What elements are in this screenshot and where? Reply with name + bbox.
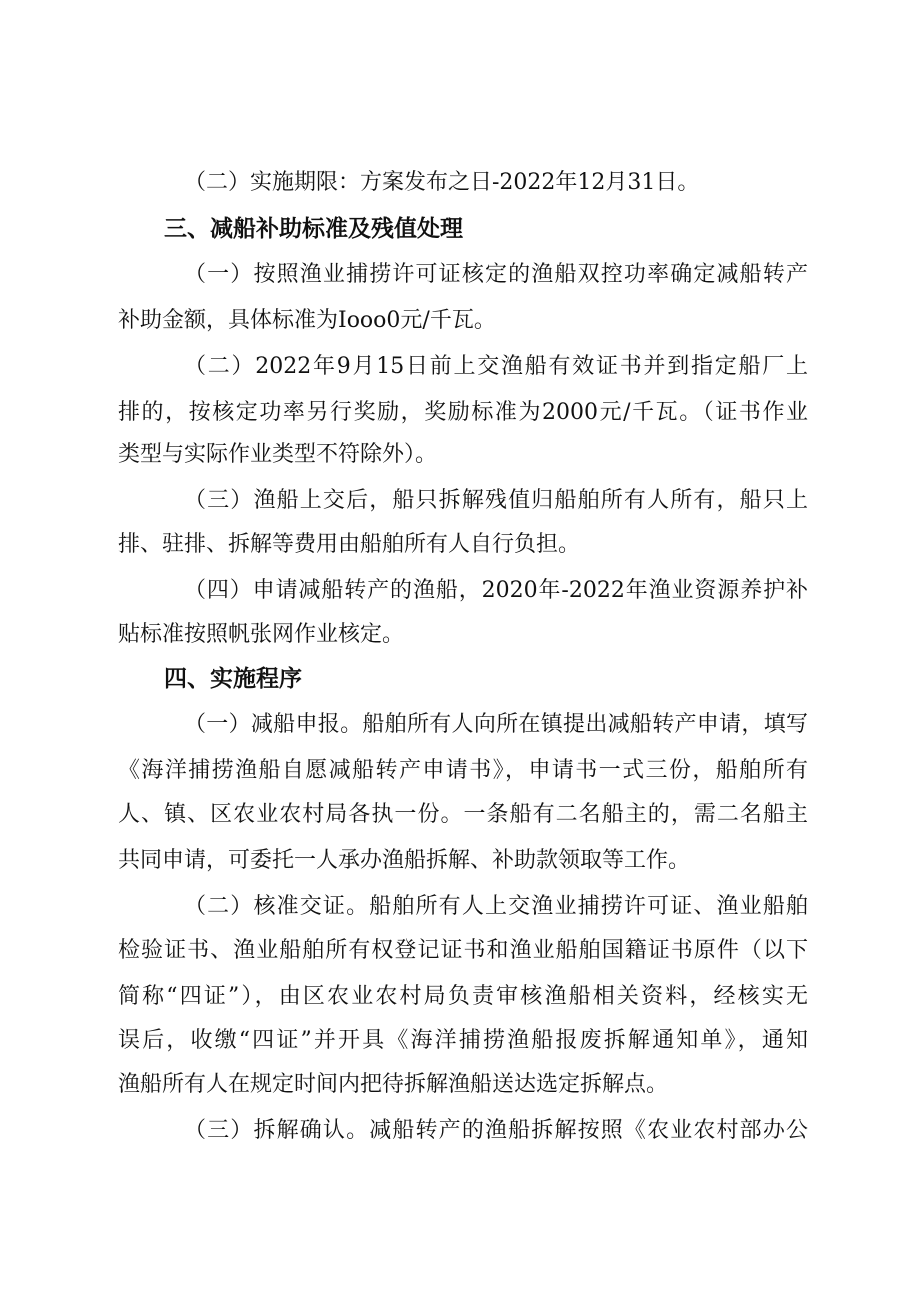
paragraph-line: （二）2022年9月15日前上交渔船有效证书并到指定船厂上 (184, 354, 808, 379)
section-heading-subsidy-standards: 三、减船补助标准及残值处理 (164, 216, 463, 242)
paragraph-line: （三）拆解确认。减船转产的渔船拆解按照《农业农村部办公 (184, 1118, 808, 1143)
paragraph-line: 误后，收缴“四证”并开具《海洋捕捞渔船报废拆解通知单》，通知 (118, 1028, 808, 1053)
paragraph-line: 类型与实际作业类型不符除外）。 (118, 442, 438, 467)
paragraph-line: 补助金额，具体标准为Iooo0元/千瓦。 (118, 308, 496, 333)
paragraph-line: 《海洋捕捞渔船自愿减船转产申请书》，申请书一式三份，船舶所有 (118, 758, 808, 783)
implementation-period-line: （二）实施期限：方案发布之日-2022年12月31日。 (184, 170, 700, 195)
paragraph-line: （三）渔船上交后，船只拆解残值归船舶所有人所有，船只上 (184, 488, 808, 513)
paragraph-line: 简称“四证”），由区农业农村局负责审核渔船相关资料，经核实无 (118, 984, 808, 1009)
section-heading-implementation-procedure: 四、实施程序 (164, 666, 302, 692)
paragraph-line: 人、镇、区农业农村局各执一份。一条船有二名船主的，需二名船主 (118, 802, 808, 827)
paragraph-line: 共同申请，可委托一人承办渔船拆解、补助款领取等工作。 (118, 848, 691, 873)
paragraph-line: 检验证书、渔业船舶所有权登记证书和渔业船舶国籍证书原件（以下 (118, 938, 808, 963)
paragraph-line: （一）减船申报。船舶所有人向所在镇提出减船转产申请，填写 (184, 712, 808, 737)
paragraph-line: （二）核准交证。船舶所有人上交渔业捕捞许可证、渔业船舶 (184, 894, 808, 919)
paragraph-line: （四）申请减船转产的渔船，2020年-2022年渔业资源养护补 (184, 578, 808, 603)
paragraph-line: 渔船所有人在规定时间内把待拆解渔船送达选定拆解点。 (118, 1072, 669, 1097)
paragraph-line: 排的，按核定功率另行奖励，奖励标准为2000元/千瓦。（证书作业 (118, 400, 808, 425)
paragraph-line: 排、驻排、拆解等费用由船舶所有人自行负担。 (118, 532, 581, 557)
paragraph-line: 贴标准按照帆张网作业核定。 (118, 622, 405, 647)
paragraph-line: （一）按照渔业捕捞许可证核定的渔船双控功率确定减船转产 (184, 262, 808, 287)
